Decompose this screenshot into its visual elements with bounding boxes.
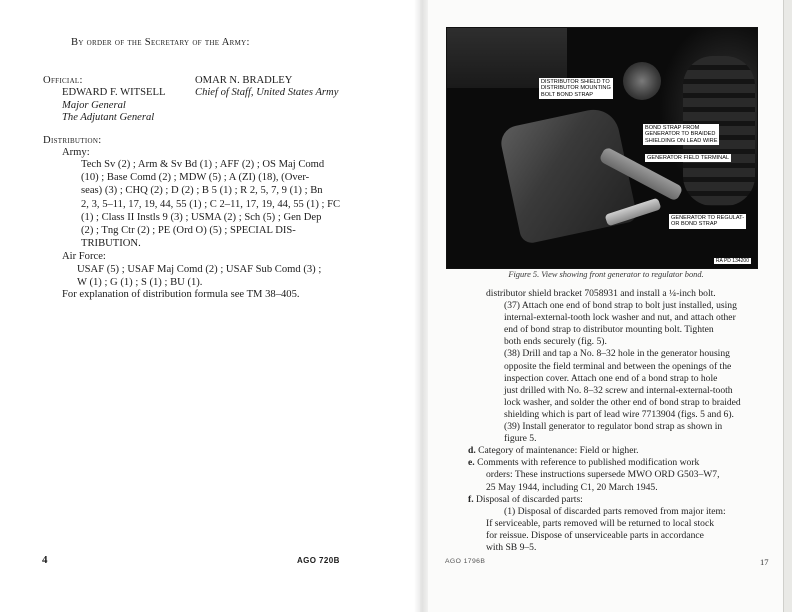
army-line: 2, 3, 5–11, 17, 19, 44, 55 (1) ; C 2–11, 17, 19, 44, 55 (1) ; FC xyxy=(81,198,341,210)
item-f-line: for reissue. Dispose of unserviceable parts in accordance xyxy=(486,529,704,541)
order-line: By order of the Secretary of the Army: xyxy=(71,37,250,48)
army-line: seas) (3) ; CHQ (2) ; D (2) ; B 5 (1) ; R 2, 5, 7, 9 (1) ; Bn xyxy=(81,185,323,197)
callout-line: BOLT BOND STRAP xyxy=(541,91,594,98)
item-e xyxy=(468,457,762,469)
army-label: Army: xyxy=(62,147,90,158)
body-line: (39) Install generator to regulator bond strap as shown in xyxy=(504,421,723,433)
callout-generator-field-terminal xyxy=(645,154,731,162)
body-line: figure 5. xyxy=(504,433,537,445)
official-title: The Adjutant General xyxy=(62,112,155,123)
callout-bond-strap-generator xyxy=(643,124,719,145)
body-line: both ends securely (fig. 5). xyxy=(504,336,607,348)
item-e-label: e. xyxy=(468,457,475,469)
army-line: (1) ; Class II Instls 9 (3) ; USMA (2) ; Sch (5) ; Gen Dep xyxy=(81,211,322,223)
official-name: EDWARD F. WITSELL xyxy=(62,87,166,98)
item-e-line: 25 May 1944, including C1, 20 March 1945. xyxy=(486,481,658,493)
page-number: 17 xyxy=(760,557,769,567)
army-distribution-text xyxy=(81,158,349,250)
army-line: Tech Sv (2) ; Arm & Sv Bd (1) ; AFF (2) ; OS Maj Comd xyxy=(81,159,325,170)
item-d-text: Category of maintenance: Field or higher. xyxy=(478,445,639,457)
right-page xyxy=(420,0,792,612)
body-line: (38) Drill and tap a No. 8–32 hole in the generator housing xyxy=(504,348,730,360)
item-e-line: orders: These instructions supersede MWO ORD G503–W7, xyxy=(486,469,720,481)
callout-line: DISTRIBUTOR MOUNTING xyxy=(541,85,611,92)
air-force-line: W (1) ; G (1) ; S (1) ; BU (1). xyxy=(77,277,203,289)
page-number: 4 xyxy=(42,554,48,566)
item-f-label: f. xyxy=(468,493,474,505)
figure-photo xyxy=(446,27,758,269)
official-label: Official: xyxy=(43,75,83,86)
page-edge xyxy=(783,0,792,612)
item-f-line: If serviceable, parts removed will be returned to local stock xyxy=(486,517,715,529)
distributor-shape xyxy=(623,62,661,100)
body-line: lock washer, and solder the other end of bond strap to braided xyxy=(504,396,741,408)
distribution-label: Distribution: xyxy=(43,135,102,146)
callout-line: OR BOND STRAP xyxy=(671,221,718,228)
item-e-line: Comments with reference to published modification work xyxy=(477,457,700,469)
callout-line: BOND STRAP FROM xyxy=(645,125,700,131)
callout-line: GENERATOR FIELD TERMINAL xyxy=(647,155,730,161)
generator-cover-shape xyxy=(498,105,638,245)
item-f-line: (1) Disposal of discarded parts removed from major item: xyxy=(504,505,726,517)
callout-line: DISTRIBUTOR SHIELD TO xyxy=(541,79,610,85)
item-f-text: Disposal of discarded parts: xyxy=(476,493,583,505)
item-d xyxy=(468,445,762,457)
chief-title: Chief of Staff, United States Army xyxy=(195,87,339,98)
body-line: distributor shield bracket 7058931 and install a ¼-inch bolt. xyxy=(486,288,716,299)
callout-line: GENERATOR TO BRAIDED xyxy=(645,131,716,138)
body-line: end of bond strap to distributor mounting bolt. Tighten xyxy=(504,324,714,336)
official-rank: Major General xyxy=(62,100,126,111)
air-force-label: Air Force: xyxy=(62,251,106,262)
body-line: internal-external-tooth lock washer and nut, and attach other xyxy=(504,312,736,324)
callout-line: GENERATOR TO REGULAT- xyxy=(671,215,745,221)
figure-caption: Figure 5. View showing front generator to regulator bond. xyxy=(508,270,704,279)
body-line: (37) Attach one end of bond strap to bolt just installed, using xyxy=(504,300,737,312)
item-f xyxy=(468,494,762,506)
photo-id-label: RA PD 134200 xyxy=(715,258,749,264)
book-gutter xyxy=(414,0,428,612)
body-line: inspection cover. Attach one end of a bond strap to hole xyxy=(504,372,718,384)
callout-distributor-shield xyxy=(539,78,613,99)
body-line: shielding which is part of lead wire 7713904 (figs. 5 and 6). xyxy=(504,408,734,420)
footer-ago-code: AGO 1796B xyxy=(445,558,486,565)
item-d-label: d. xyxy=(468,445,476,457)
air-force-distribution-text xyxy=(77,263,349,289)
army-line: (2) ; Tng Ctr (2) ; PE (Ord O) (5) ; SPECIAL DIS- xyxy=(81,225,296,237)
air-force-line: USAF (5) ; USAF Maj Comd (2) ; USAF Sub Comd (3) ; xyxy=(77,264,322,275)
distribution-explanation: For explanation of distribution formula see TM 38–405. xyxy=(62,289,300,300)
army-line: TRIBUTION. xyxy=(81,238,141,250)
footer-ago-code: AGO 720B xyxy=(297,556,340,565)
callout-line: SHIELDING ON LEAD WIRE xyxy=(645,137,718,144)
army-line: (10) ; Base Comd (2) ; MDW (5) ; A (ZI) (18), (Over- xyxy=(81,172,310,184)
instruction-body xyxy=(468,288,762,554)
callout-generator-to-regulator xyxy=(669,214,746,229)
item-f-line: with SB 9–5. xyxy=(486,541,537,553)
chief-name: OMAR N. BRADLEY xyxy=(195,75,293,86)
body-line: opposite the field terminal and between the openings of the xyxy=(504,360,732,372)
body-line: just drilled with No. 8–32 screw and internal-external-tooth xyxy=(504,384,733,396)
